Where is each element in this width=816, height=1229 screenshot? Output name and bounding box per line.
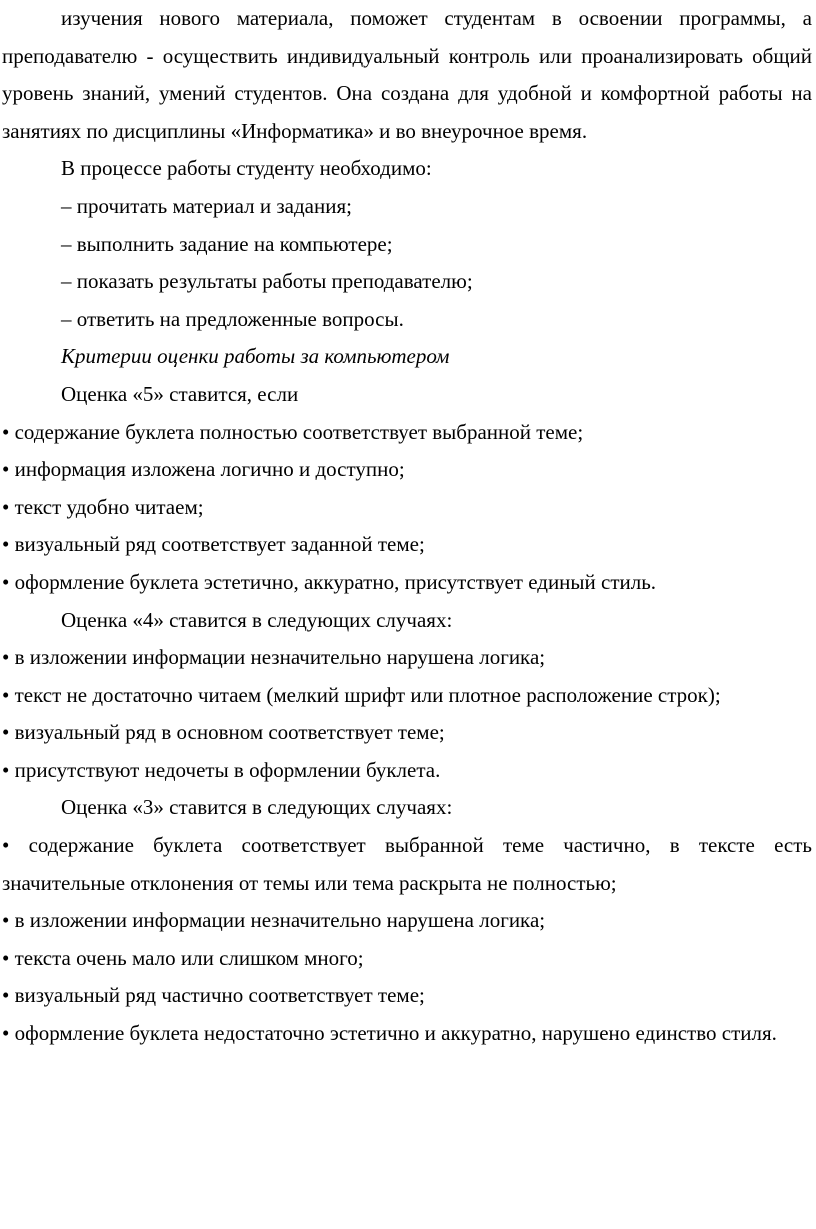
grade-5-heading: Оценка «5» ставится, если xyxy=(61,381,299,406)
list-item-show-results: – показать результаты работы преподавателю; xyxy=(61,269,473,294)
grade-4-item-4: • присутствуют недочеты в оформлении буклета. xyxy=(2,757,441,782)
grade-3-heading: Оценка «3» ставится в следующих случаях: xyxy=(61,795,453,820)
paragraph-intro: изучения нового материала, поможет студентам в освоении программы, а преподавателю - осуществить индивидуальный контроль или проанализировать общий уровень знаний, умений студентов. Она создана для удобной и комфортной работы на занятиях по дисциплины «Информатика» и во внеурочное время. xyxy=(2,6,812,143)
list-item-do-task: – выполнить задание на компьютере; xyxy=(61,231,393,256)
grade-3-item-5: • оформление буклета недостаточно эстетично и аккуратно, нарушено единство стиля. xyxy=(2,1021,777,1046)
grade-5-item-2: • информация изложена логично и доступно; xyxy=(2,457,405,482)
grade-4-item-1: • в изложении информации незначительно нарушена логика; xyxy=(2,645,546,670)
list-item-read-material: – прочитать материал и задания; xyxy=(61,193,352,218)
grade-4-heading: Оценка «4» ставится в следующих случаях: xyxy=(61,607,453,632)
grade-4-item-3: • визуальный ряд в основном соответствует теме; xyxy=(2,720,445,745)
grade-5-item-4: • визуальный ряд соответствует заданной теме; xyxy=(2,532,425,557)
grade-3-item-1: • содержание буклета соответствует выбранной теме частично, в тексте есть значительные отклонения от темы или тема раскрыта не полностью; xyxy=(2,833,812,895)
grade-4-item-2: • текст не достаточно читаем (мелкий шрифт или плотное расположение строк); xyxy=(2,682,721,707)
paragraph-student-needs: В процессе работы студенту необходимо: xyxy=(61,156,432,181)
grade-5-item-1: • содержание буклета полностью соответствует выбранной теме; xyxy=(2,419,584,444)
section-heading-criteria: Критерии оценки работы за компьютером xyxy=(61,344,450,369)
grade-5-item-3: • текст удобно читаем; xyxy=(2,494,204,519)
grade-5-item-5: • оформление буклета эстетично, аккуратно, присутствует единый стиль. xyxy=(2,569,657,594)
grade-3-item-3: • текста очень мало или слишком много; xyxy=(2,945,364,970)
grade-3-item-2: • в изложении информации незначительно нарушена логика; xyxy=(2,908,546,933)
list-item-answer-questions: – ответить на предложенные вопросы. xyxy=(61,306,404,331)
grade-3-item-4: • визуальный ряд частично соответствует теме; xyxy=(2,983,425,1008)
